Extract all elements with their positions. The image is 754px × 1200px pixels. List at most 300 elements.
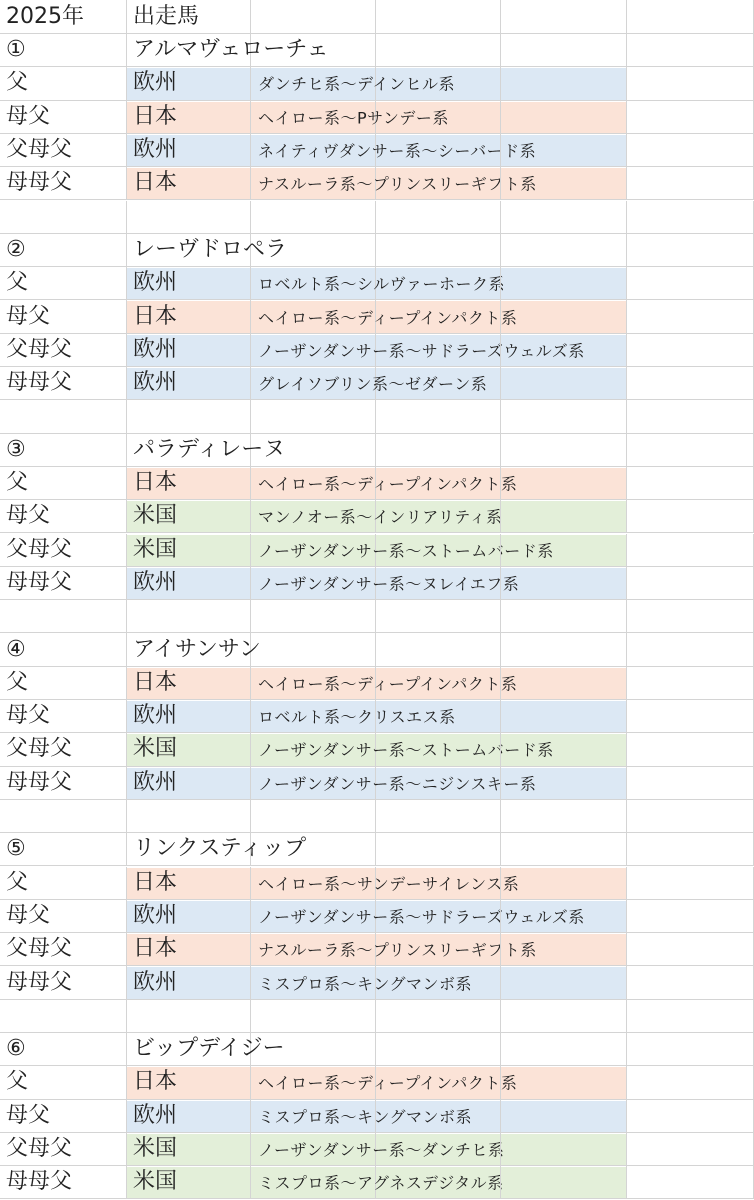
empty-cell[interactable]	[501, 34, 627, 67]
pedigree-role: 母母父	[6, 769, 73, 795]
empty-cell[interactable]	[0, 201, 127, 234]
role-cell[interactable]	[0, 1166, 127, 1199]
horse-number: ③	[6, 436, 26, 462]
pedigree-row	[0, 467, 754, 500]
empty-cell[interactable]	[376, 34, 501, 67]
empty-cell[interactable]	[376, 267, 501, 300]
empty-cell[interactable]	[251, 1033, 376, 1066]
horse-name: ビップデイジー	[133, 1036, 285, 1062]
empty-cell[interactable]	[627, 500, 754, 533]
empty-cell[interactable]	[627, 800, 754, 833]
role-cell[interactable]	[0, 1133, 127, 1166]
empty-cell[interactable]	[0, 400, 127, 433]
empty-cell[interactable]	[501, 633, 627, 666]
empty-cell[interactable]	[251, 400, 376, 433]
empty-cell[interactable]	[376, 667, 501, 700]
empty-cell[interactable]	[501, 867, 627, 900]
lineage-cell[interactable]	[251, 767, 537, 800]
empty-cell[interactable]	[501, 500, 627, 533]
empty-cell[interactable]	[501, 467, 627, 500]
empty-cell[interactable]	[501, 167, 627, 200]
region-cell[interactable]	[127, 367, 251, 400]
region-cell[interactable]	[127, 667, 251, 700]
pedigree-row	[0, 966, 754, 999]
role-cell[interactable]	[0, 300, 127, 333]
empty-cell[interactable]	[0, 600, 127, 633]
region-label: 欧州	[133, 1102, 178, 1128]
role-cell[interactable]	[0, 101, 127, 134]
lineage-text: ヘイロー系〜ディープインパクト系	[258, 474, 518, 494]
role-cell[interactable]	[0, 267, 127, 300]
region-label: 欧州	[133, 902, 178, 928]
role-cell[interactable]	[0, 867, 127, 900]
lineage-cell[interactable]	[251, 1066, 518, 1099]
empty-cell[interactable]	[627, 201, 754, 234]
region-label: 日本	[133, 170, 178, 196]
region-label: 米国	[133, 1136, 178, 1162]
horse-name-cell[interactable]	[127, 434, 286, 467]
empty-cell[interactable]	[376, 1066, 501, 1099]
empty-cell[interactable]	[501, 434, 627, 467]
empty-cell[interactable]	[627, 1133, 754, 1166]
region-cell[interactable]	[127, 167, 251, 200]
empty-cell[interactable]	[501, 1166, 627, 1199]
lineage-cell[interactable]	[251, 567, 520, 600]
empty-cell[interactable]	[376, 234, 501, 267]
role-cell[interactable]	[0, 733, 127, 766]
pedigree-role: 母父	[6, 1102, 51, 1128]
lineage-text: ナスルーラ系〜プリンスリーギフト系	[258, 940, 537, 960]
empty-cell[interactable]	[376, 900, 501, 933]
empty-cell[interactable]	[251, 434, 376, 467]
region-cell[interactable]	[127, 1066, 251, 1099]
pedigree-row	[0, 900, 754, 933]
empty-cell[interactable]	[127, 1000, 251, 1033]
role-cell[interactable]	[0, 767, 127, 800]
pedigree-row	[0, 1166, 754, 1199]
horse-name-cell[interactable]	[127, 1033, 285, 1066]
lineage-cell[interactable]	[251, 67, 456, 100]
lineage-text: ダンチヒ系〜デインヒル系	[258, 74, 456, 94]
pedigree-role: 父母父	[6, 1136, 73, 1162]
role-cell[interactable]	[0, 1100, 127, 1133]
column-title: 出走馬	[133, 3, 200, 29]
lineage-cell[interactable]	[251, 300, 518, 333]
pedigree-role: 父母父	[6, 936, 73, 962]
horse-number: ⑤	[6, 836, 26, 862]
empty-cell[interactable]	[627, 167, 754, 200]
empty-cell[interactable]	[251, 201, 376, 234]
empty-cell[interactable]	[376, 534, 501, 567]
role-cell[interactable]	[0, 900, 127, 933]
horse-title-row	[0, 633, 754, 666]
pedigree-role: 母父	[6, 103, 51, 129]
empty-cell[interactable]	[376, 134, 501, 167]
pedigree-role: 父母父	[6, 736, 73, 762]
lineage-cell[interactable]	[251, 1133, 505, 1166]
lineage-cell[interactable]	[251, 667, 518, 700]
pedigree-row	[0, 1133, 754, 1166]
pedigree-role: 父	[6, 1069, 29, 1095]
empty-cell[interactable]	[251, 234, 376, 267]
lineage-text: ミスプロ系〜キングマンボ系	[258, 1107, 473, 1127]
pedigree-role: 父母父	[6, 137, 73, 163]
pedigree-row	[0, 500, 754, 533]
empty-cell[interactable]	[627, 67, 754, 100]
empty-cell[interactable]	[376, 434, 501, 467]
blank-row	[0, 201, 754, 234]
region-cell[interactable]	[127, 966, 251, 999]
pedigree-row	[0, 534, 754, 567]
lineage-cell[interactable]	[251, 1100, 473, 1133]
empty-cell[interactable]	[501, 966, 627, 999]
lineage-text: ヘイロー系〜ディープインパクト系	[258, 1073, 518, 1093]
pedigree-row	[0, 300, 754, 333]
empty-cell[interactable]	[376, 1033, 501, 1066]
lineage-text: ネイティヴダンサー系〜シーバード系	[258, 141, 537, 161]
empty-cell[interactable]	[501, 900, 627, 933]
empty-cell[interactable]	[501, 0, 627, 34]
region-cell[interactable]	[127, 767, 251, 800]
role-cell[interactable]	[0, 567, 127, 600]
pedigree-role: 母父	[6, 703, 51, 729]
region-cell[interactable]	[127, 867, 251, 900]
empty-cell[interactable]	[627, 667, 754, 700]
horse-name: リンクスティップ	[133, 836, 307, 862]
horse-title-row	[0, 234, 754, 267]
lineage-cell[interactable]	[251, 900, 585, 933]
horse-number-cell[interactable]	[0, 234, 127, 267]
pedigree-row	[0, 367, 754, 400]
empty-cell[interactable]	[376, 500, 501, 533]
horse-name-cell[interactable]	[127, 633, 261, 666]
empty-cell[interactable]	[376, 933, 501, 966]
pedigree-row	[0, 67, 754, 100]
empty-cell[interactable]	[501, 101, 627, 134]
empty-cell[interactable]	[376, 0, 501, 34]
empty-cell[interactable]	[501, 534, 627, 567]
pedigree-role: 父	[6, 70, 29, 96]
pedigree-role: 母母父	[6, 969, 73, 995]
region-cell[interactable]	[127, 534, 251, 567]
empty-cell[interactable]	[376, 101, 501, 134]
region-cell[interactable]	[127, 1133, 251, 1166]
region-cell[interactable]	[127, 1166, 251, 1199]
region-cell[interactable]	[127, 467, 251, 500]
role-cell[interactable]	[0, 467, 127, 500]
lineage-cell[interactable]	[251, 167, 537, 200]
empty-cell[interactable]	[501, 767, 627, 800]
role-cell[interactable]	[0, 966, 127, 999]
horse-number: ④	[6, 636, 26, 662]
empty-cell[interactable]	[501, 1033, 627, 1066]
horse-number: ②	[6, 236, 26, 262]
lineage-text: ノーザンダンサー系〜サドラーズウェルズ系	[258, 907, 585, 927]
region-label: 欧州	[133, 336, 178, 362]
empty-cell[interactable]	[627, 400, 754, 433]
role-cell[interactable]	[0, 700, 127, 733]
role-cell[interactable]	[0, 534, 127, 567]
empty-cell[interactable]	[376, 334, 501, 367]
lineage-text: ノーザンダンサー系〜ヌレイエフ系	[258, 574, 520, 594]
pedigree-role: 母母父	[6, 170, 73, 196]
horse-title-row	[0, 833, 754, 866]
pedigree-row	[0, 867, 754, 900]
empty-cell[interactable]	[501, 1066, 627, 1099]
region-label: 日本	[133, 869, 178, 895]
horse-name-cell[interactable]	[127, 34, 329, 67]
empty-cell[interactable]	[376, 833, 501, 866]
region-cell[interactable]	[127, 300, 251, 333]
lineage-cell[interactable]	[251, 334, 585, 367]
role-cell[interactable]	[0, 334, 127, 367]
empty-cell[interactable]	[501, 1000, 627, 1033]
region-cell[interactable]	[127, 567, 251, 600]
empty-cell[interactable]	[251, 833, 376, 866]
lineage-cell[interactable]	[251, 933, 537, 966]
empty-cell[interactable]	[376, 467, 501, 500]
empty-cell[interactable]	[627, 900, 754, 933]
role-cell[interactable]	[0, 134, 127, 167]
empty-cell[interactable]	[127, 400, 251, 433]
role-cell[interactable]	[0, 933, 127, 966]
lineage-text: グレイソブリン系〜ゼダーン系	[258, 374, 488, 394]
lineage-cell[interactable]	[251, 267, 505, 300]
pedigree-row	[0, 933, 754, 966]
lineage-cell[interactable]	[251, 966, 473, 999]
empty-cell[interactable]	[251, 800, 376, 833]
empty-cell[interactable]	[627, 267, 754, 300]
lineage-text: ロベルト系〜クリスエス系	[258, 707, 456, 727]
empty-cell[interactable]	[627, 34, 754, 67]
empty-cell[interactable]	[127, 201, 251, 234]
empty-cell[interactable]	[501, 833, 627, 866]
empty-cell[interactable]	[376, 700, 501, 733]
empty-cell[interactable]	[627, 600, 754, 633]
lineage-cell[interactable]	[251, 867, 520, 900]
empty-cell[interactable]	[627, 700, 754, 733]
empty-cell[interactable]	[501, 600, 627, 633]
empty-cell[interactable]	[627, 367, 754, 400]
lineage-text: ナスルーラ系〜プリンスリーギフト系	[258, 174, 537, 194]
region-cell[interactable]	[127, 700, 251, 733]
region-cell[interactable]	[127, 933, 251, 966]
pedigree-row	[0, 700, 754, 733]
empty-cell[interactable]	[627, 767, 754, 800]
empty-cell[interactable]	[251, 1000, 376, 1033]
empty-cell[interactable]	[501, 267, 627, 300]
pedigree-row	[0, 134, 754, 167]
empty-cell[interactable]	[127, 800, 251, 833]
pedigree-role: 母母父	[6, 370, 73, 396]
empty-cell[interactable]	[627, 567, 754, 600]
empty-cell[interactable]	[376, 367, 501, 400]
pedigree-role: 父母父	[6, 536, 73, 562]
region-cell[interactable]	[127, 500, 251, 533]
empty-cell[interactable]	[376, 633, 501, 666]
region-cell[interactable]	[127, 334, 251, 367]
pedigree-row	[0, 1100, 754, 1133]
lineage-text: ミスプロ系〜アグネスデジタル系	[258, 1173, 504, 1193]
pedigree-role: 父	[6, 669, 29, 695]
role-cell[interactable]	[0, 167, 127, 200]
empty-cell[interactable]	[0, 1000, 127, 1033]
empty-cell[interactable]	[627, 234, 754, 267]
region-cell[interactable]	[127, 134, 251, 167]
horse-number-cell[interactable]	[0, 833, 127, 866]
empty-cell[interactable]	[501, 367, 627, 400]
lineage-text: ノーザンダンサー系〜ニジンスキー系	[258, 774, 537, 794]
pedigree-row	[0, 101, 754, 134]
empty-cell[interactable]	[376, 567, 501, 600]
horse-title-row	[0, 434, 754, 467]
lineage-text: ヘイロー系〜Pサンデー系	[258, 108, 449, 128]
empty-cell[interactable]	[627, 101, 754, 134]
empty-cell[interactable]	[627, 1100, 754, 1133]
lineage-cell[interactable]	[251, 367, 488, 400]
region-label: 欧州	[133, 703, 178, 729]
empty-cell[interactable]	[376, 67, 501, 100]
role-cell[interactable]	[0, 667, 127, 700]
empty-cell[interactable]	[376, 400, 501, 433]
empty-cell[interactable]	[627, 933, 754, 966]
pedigree-role: 母母父	[6, 1169, 73, 1195]
horse-number-cell[interactable]	[0, 1033, 127, 1066]
empty-cell[interactable]	[627, 733, 754, 766]
empty-cell[interactable]	[501, 300, 627, 333]
lineage-cell[interactable]	[251, 134, 537, 167]
empty-cell[interactable]	[627, 434, 754, 467]
pedigree-role: 父母父	[6, 336, 73, 362]
pedigree-role: 母父	[6, 303, 51, 329]
empty-cell[interactable]	[501, 400, 627, 433]
empty-cell[interactable]	[0, 800, 127, 833]
role-cell[interactable]	[0, 67, 127, 100]
region-label: 米国	[133, 1169, 178, 1195]
region-cell[interactable]	[127, 1100, 251, 1133]
horse-title-row	[0, 1033, 754, 1066]
horse-name-cell[interactable]	[127, 833, 307, 866]
lineage-cell[interactable]	[251, 467, 518, 500]
empty-cell[interactable]	[627, 1033, 754, 1066]
empty-cell[interactable]	[376, 1133, 501, 1166]
empty-cell[interactable]	[251, 0, 376, 34]
pedigree-row	[0, 334, 754, 367]
year-label: 2025年	[6, 3, 84, 29]
empty-cell[interactable]	[501, 1100, 627, 1133]
empty-cell[interactable]	[251, 34, 376, 67]
empty-cell[interactable]	[501, 201, 627, 234]
region-label: 欧州	[133, 137, 178, 163]
lineage-cell[interactable]	[251, 700, 456, 733]
horse-name-cell[interactable]	[127, 234, 288, 267]
empty-cell[interactable]	[501, 234, 627, 267]
empty-cell[interactable]	[627, 300, 754, 333]
pedigree-row	[0, 667, 754, 700]
empty-cell[interactable]	[376, 201, 501, 234]
empty-cell[interactable]	[376, 600, 501, 633]
empty-cell[interactable]	[501, 933, 627, 966]
empty-cell[interactable]	[376, 867, 501, 900]
empty-cell[interactable]	[376, 1166, 501, 1199]
empty-cell[interactable]	[251, 600, 376, 633]
empty-cell[interactable]	[627, 534, 754, 567]
empty-cell[interactable]	[376, 966, 501, 999]
empty-cell[interactable]	[376, 800, 501, 833]
empty-cell[interactable]	[627, 1000, 754, 1033]
empty-cell[interactable]	[627, 633, 754, 666]
lineage-cell[interactable]	[251, 101, 449, 134]
lineage-text: ミスプロ系〜キングマンボ系	[258, 974, 473, 994]
empty-cell[interactable]	[627, 966, 754, 999]
empty-cell[interactable]	[376, 767, 501, 800]
empty-cell[interactable]	[627, 467, 754, 500]
empty-cell[interactable]	[501, 67, 627, 100]
role-cell[interactable]	[0, 367, 127, 400]
empty-cell[interactable]	[501, 800, 627, 833]
lineage-cell[interactable]	[251, 1166, 504, 1199]
pedigree-row	[0, 1066, 754, 1099]
empty-cell[interactable]	[376, 733, 501, 766]
horse-number-cell[interactable]	[0, 434, 127, 467]
lineage-cell[interactable]	[251, 500, 503, 533]
horse-number-cell[interactable]	[0, 633, 127, 666]
empty-cell[interactable]	[627, 1166, 754, 1199]
header-cell[interactable]	[127, 0, 251, 34]
empty-cell[interactable]	[627, 833, 754, 866]
region-cell[interactable]	[127, 101, 251, 134]
empty-cell[interactable]	[627, 334, 754, 367]
empty-cell[interactable]	[627, 867, 754, 900]
pedigree-row	[0, 567, 754, 600]
empty-cell[interactable]	[251, 633, 376, 666]
empty-cell[interactable]	[376, 167, 501, 200]
region-cell[interactable]	[127, 267, 251, 300]
horse-number: ①	[6, 37, 26, 63]
pedigree-role: 父	[6, 270, 29, 296]
empty-cell[interactable]	[501, 134, 627, 167]
empty-cell[interactable]	[501, 667, 627, 700]
empty-cell[interactable]	[127, 600, 251, 633]
header-cell[interactable]	[0, 0, 127, 34]
region-cell[interactable]	[127, 67, 251, 100]
horse-title-row	[0, 34, 754, 67]
role-cell[interactable]	[0, 1066, 127, 1099]
empty-cell[interactable]	[501, 567, 627, 600]
pedigree-row	[0, 267, 754, 300]
empty-cell[interactable]	[376, 1000, 501, 1033]
empty-cell[interactable]	[627, 1066, 754, 1099]
empty-cell[interactable]	[501, 700, 627, 733]
role-cell[interactable]	[0, 500, 127, 533]
horse-number-cell[interactable]	[0, 34, 127, 67]
empty-cell[interactable]	[627, 0, 754, 34]
empty-cell[interactable]	[501, 1133, 627, 1166]
empty-cell[interactable]	[627, 134, 754, 167]
pedigree-role: 母母父	[6, 569, 73, 595]
empty-cell[interactable]	[501, 334, 627, 367]
region-cell[interactable]	[127, 733, 251, 766]
region-label: 日本	[133, 103, 178, 129]
region-cell[interactable]	[127, 900, 251, 933]
empty-cell[interactable]	[376, 300, 501, 333]
blank-row	[0, 800, 754, 833]
lineage-cell[interactable]	[251, 534, 554, 567]
horse-name: パラディレーヌ	[133, 436, 286, 462]
empty-cell[interactable]	[501, 733, 627, 766]
lineage-cell[interactable]	[251, 733, 554, 766]
empty-cell[interactable]	[376, 1100, 501, 1133]
